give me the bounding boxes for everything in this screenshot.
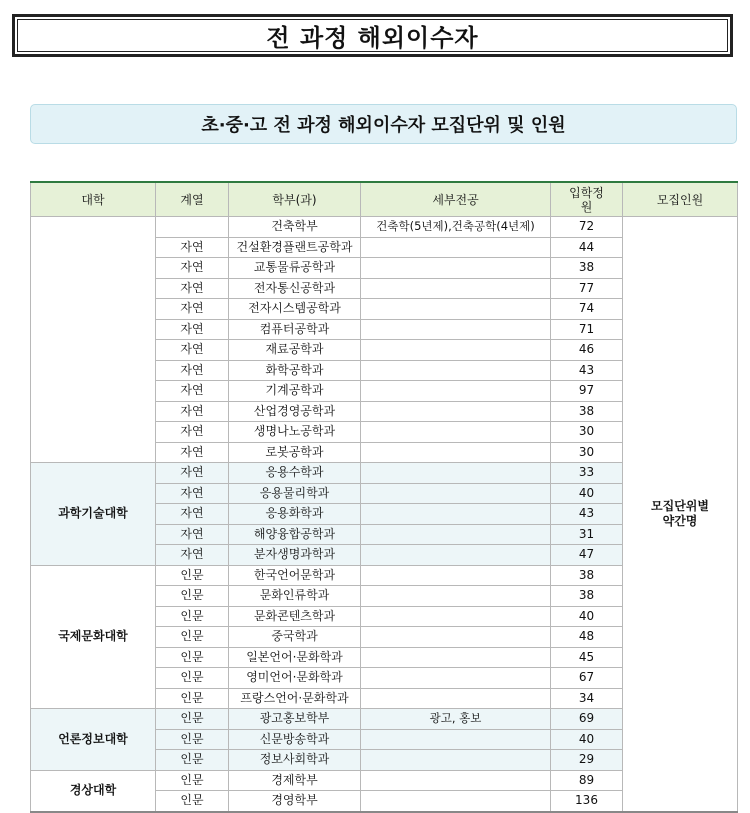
track-cell: 자연 bbox=[156, 381, 229, 402]
track-cell: 인문 bbox=[156, 627, 229, 648]
recruitment-table bbox=[30, 181, 738, 813]
department-cell: 경제학부 bbox=[229, 770, 361, 791]
department-cell: 중국학과 bbox=[229, 627, 361, 648]
quota-cell: 48 bbox=[551, 627, 623, 648]
header-track: 계열 bbox=[156, 182, 229, 217]
quota-cell: 40 bbox=[551, 606, 623, 627]
track-cell: 인문 bbox=[156, 729, 229, 750]
department-cell: 생명나노공학과 bbox=[229, 422, 361, 443]
department-cell: 건축학부 bbox=[229, 217, 361, 238]
track-cell: 자연 bbox=[156, 319, 229, 340]
quota-cell: 67 bbox=[551, 668, 623, 689]
quota-cell: 43 bbox=[551, 360, 623, 381]
specialization-cell bbox=[361, 586, 551, 607]
department-cell: 정보사회학과 bbox=[229, 750, 361, 771]
specialization-cell bbox=[361, 442, 551, 463]
quota-cell: 46 bbox=[551, 340, 623, 361]
quota-cell: 40 bbox=[551, 483, 623, 504]
track-cell: 인문 bbox=[156, 688, 229, 709]
department-cell: 기계공학과 bbox=[229, 381, 361, 402]
department-cell: 광고홍보학부 bbox=[229, 709, 361, 730]
department-cell: 프랑스언어·문화학과 bbox=[229, 688, 361, 709]
specialization-cell bbox=[361, 463, 551, 484]
college-cell: 과학기술대학 bbox=[31, 463, 156, 566]
specialization-cell bbox=[361, 319, 551, 340]
recruit-cell: 모집단위별 약간명 bbox=[623, 217, 738, 812]
quota-cell: 40 bbox=[551, 729, 623, 750]
quota-cell: 44 bbox=[551, 237, 623, 258]
specialization-cell bbox=[361, 545, 551, 566]
specialization-cell bbox=[361, 606, 551, 627]
track-cell: 자연 bbox=[156, 504, 229, 525]
department-cell: 응용물리학과 bbox=[229, 483, 361, 504]
specialization-cell bbox=[361, 360, 551, 381]
quota-cell: 30 bbox=[551, 442, 623, 463]
quota-cell: 29 bbox=[551, 750, 623, 771]
track-cell: 자연 bbox=[156, 422, 229, 443]
specialization-cell bbox=[361, 278, 551, 299]
track-cell: 인문 bbox=[156, 565, 229, 586]
specialization-cell: 건축학(5년제),건축공학(4년제) bbox=[361, 217, 551, 238]
department-cell: 문화인류학과 bbox=[229, 586, 361, 607]
quota-cell: 30 bbox=[551, 422, 623, 443]
track-cell: 인문 bbox=[156, 750, 229, 771]
quota-cell: 45 bbox=[551, 647, 623, 668]
specialization-cell bbox=[361, 647, 551, 668]
department-cell: 해양융합공학과 bbox=[229, 524, 361, 545]
track-cell: 자연 bbox=[156, 463, 229, 484]
track-cell: 자연 bbox=[156, 483, 229, 504]
section-subtitle: 초·중·고 전 과정 해외이수자 모집단위 및 인원 bbox=[30, 104, 737, 144]
quota-cell: 71 bbox=[551, 319, 623, 340]
quota-cell: 89 bbox=[551, 770, 623, 791]
track-cell: 인문 bbox=[156, 791, 229, 812]
track-cell: 자연 bbox=[156, 442, 229, 463]
track-cell: 인문 bbox=[156, 709, 229, 730]
specialization-cell bbox=[361, 688, 551, 709]
quota-cell: 38 bbox=[551, 401, 623, 422]
quota-cell: 43 bbox=[551, 504, 623, 525]
track-cell: 인문 bbox=[156, 586, 229, 607]
department-cell: 재료공학과 bbox=[229, 340, 361, 361]
quota-cell: 136 bbox=[551, 791, 623, 812]
specialization-cell bbox=[361, 237, 551, 258]
quota-cell: 97 bbox=[551, 381, 623, 402]
quota-cell: 38 bbox=[551, 565, 623, 586]
specialization-cell bbox=[361, 422, 551, 443]
track-cell: 인문 bbox=[156, 668, 229, 689]
track-cell: 인문 bbox=[156, 647, 229, 668]
specialization-cell bbox=[361, 770, 551, 791]
quota-cell: 33 bbox=[551, 463, 623, 484]
specialization-cell bbox=[361, 791, 551, 812]
header-specialization: 세부전공 bbox=[361, 182, 551, 217]
department-cell: 신문방송학과 bbox=[229, 729, 361, 750]
header-recruit: 모집인원 bbox=[623, 182, 738, 217]
specialization-cell bbox=[361, 668, 551, 689]
track-cell: 인문 bbox=[156, 606, 229, 627]
specialization-cell bbox=[361, 401, 551, 422]
specialization-cell bbox=[361, 340, 551, 361]
department-cell: 로봇공학과 bbox=[229, 442, 361, 463]
department-cell: 경영학부 bbox=[229, 791, 361, 812]
track-cell: 자연 bbox=[156, 360, 229, 381]
track-cell: 자연 bbox=[156, 340, 229, 361]
page-title: 전 과정 해외이수자 bbox=[12, 14, 733, 57]
department-cell: 응용화학과 bbox=[229, 504, 361, 525]
specialization-cell bbox=[361, 524, 551, 545]
specialization-cell bbox=[361, 483, 551, 504]
track-cell: 자연 bbox=[156, 258, 229, 279]
college-cell: 언론정보대학 bbox=[31, 709, 156, 771]
track-cell: 인문 bbox=[156, 770, 229, 791]
department-cell: 전자통신공학과 bbox=[229, 278, 361, 299]
track-cell: 자연 bbox=[156, 237, 229, 258]
header-department: 학부(과) bbox=[229, 182, 361, 217]
department-cell: 분자생명과학과 bbox=[229, 545, 361, 566]
department-cell: 산업경영공학과 bbox=[229, 401, 361, 422]
track-cell bbox=[156, 217, 229, 238]
table-row bbox=[31, 217, 738, 238]
table-header-row bbox=[31, 182, 738, 217]
department-cell: 응용수학과 bbox=[229, 463, 361, 484]
college-cell: 국제문화대학 bbox=[31, 565, 156, 709]
quota-cell: 72 bbox=[551, 217, 623, 238]
quota-cell: 38 bbox=[551, 258, 623, 279]
department-cell: 문화콘텐츠학과 bbox=[229, 606, 361, 627]
track-cell: 자연 bbox=[156, 401, 229, 422]
table-body bbox=[31, 217, 738, 812]
quota-cell: 47 bbox=[551, 545, 623, 566]
department-cell: 한국언어문학과 bbox=[229, 565, 361, 586]
specialization-cell bbox=[361, 258, 551, 279]
quota-cell: 77 bbox=[551, 278, 623, 299]
department-cell: 건설환경플랜트공학과 bbox=[229, 237, 361, 258]
specialization-cell bbox=[361, 729, 551, 750]
track-cell: 자연 bbox=[156, 299, 229, 320]
department-cell: 화학공학과 bbox=[229, 360, 361, 381]
track-cell: 자연 bbox=[156, 278, 229, 299]
department-cell: 교통물류공학과 bbox=[229, 258, 361, 279]
header-college: 대학 bbox=[31, 182, 156, 217]
track-cell: 자연 bbox=[156, 524, 229, 545]
college-cell bbox=[31, 217, 156, 463]
specialization-cell bbox=[361, 565, 551, 586]
specialization-cell bbox=[361, 750, 551, 771]
quota-cell: 34 bbox=[551, 688, 623, 709]
track-cell: 자연 bbox=[156, 545, 229, 566]
department-cell: 컴퓨터공학과 bbox=[229, 319, 361, 340]
specialization-cell bbox=[361, 299, 551, 320]
quota-cell: 31 bbox=[551, 524, 623, 545]
specialization-cell bbox=[361, 381, 551, 402]
specialization-cell: 광고, 홍보 bbox=[361, 709, 551, 730]
header-quota: 입학정원 bbox=[551, 182, 623, 217]
department-cell: 일본언어·문화학과 bbox=[229, 647, 361, 668]
quota-cell: 38 bbox=[551, 586, 623, 607]
department-cell: 전자시스템공학과 bbox=[229, 299, 361, 320]
college-cell: 경상대학 bbox=[31, 770, 156, 812]
specialization-cell bbox=[361, 627, 551, 648]
quota-cell: 74 bbox=[551, 299, 623, 320]
department-cell: 영미언어·문화학과 bbox=[229, 668, 361, 689]
specialization-cell bbox=[361, 504, 551, 525]
quota-cell: 69 bbox=[551, 709, 623, 730]
